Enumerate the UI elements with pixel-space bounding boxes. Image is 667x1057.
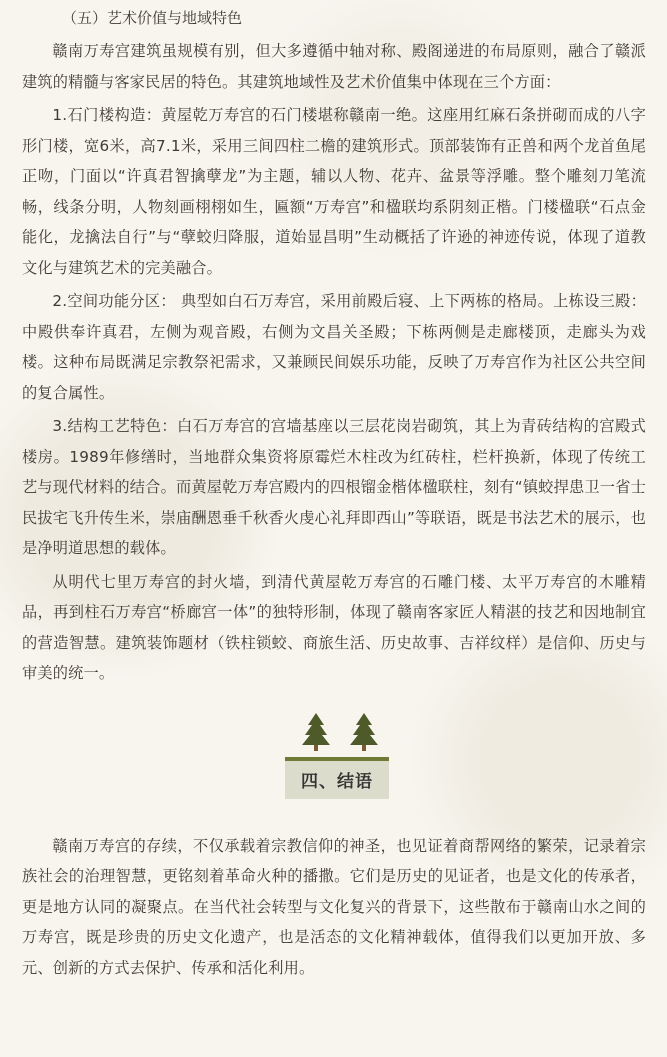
intro-paragraph: 赣南万寿宫建筑虽规模有别，但大多遵循中轴对称、殿阁递进的布局原则，融合了赣派建筑的精髓与客家民居的特色。其建筑地域性及艺术价值集中体现在三个方面： [22, 42, 646, 91]
section-divider [22, 699, 646, 819]
pine-trees-icon [298, 711, 398, 751]
point-1-paragraph: 1.石门楼构造：黄屋乾万寿宫的石门楼堪称赣南一绝。这座用红麻石条拼砌而成的八字形门楼，宽6米，高7.1米，采用三间四柱二檐的建筑形式。顶部装饰有正兽和两个龙首鱼尾正吻，门面以“许真君智擒孽龙”为主题，辅以人物、花卉、盆景等浮雕。整个雕刻刀笔流畅，线条分明，人物刻画栩栩如生，匾额“万寿宫”和楹联均系阴刻正楷。门楼楹联“石点金能化，龙擒法自行”与“孽蛟归降服，道始显昌明”生动概括了许逊的神迹传说，体现了道教文化与建筑艺术的完美融合。 [22, 106, 646, 277]
summary-paragraph: 从明代七里万寿宫的封火墙，到清代黄屋乾万寿宫的石雕门楼、太平万寿宫的木雕精品，再到柱石万寿宫“桥廊宫一体”的独特形制，体现了赣南客家匠人精湛的技艺和因地制宜的营造智慧。建筑装饰题材（铁柱锁蛟、商旅生活、历史故事、吉祥纹样）是信仰、历史与审美的统一。 [22, 572, 646, 682]
article-content [22, 4, 646, 983]
section-title-box [285, 757, 389, 799]
point-3-paragraph: 3.结构工艺特色：白石万寿宫的宫墙基座以三层花岗岩砌筑，其上为青砖结构的宫殿式楼房。1989年修缮时，当地群众集资将原霉烂木柱改为红砖柱，栏杆换新，体现了传统工艺与现代材料的结合。而黄屋乾万寿宫殿内的四根镏金楷体楹联柱，刻有“镇蛟捍患卫一省士民拔宅飞升传生米，崇庙酬恩垂千秋香火虔心礼拜即西山”等联语，既是书法艺术的展示，也是净明道思想的载体。 [22, 417, 646, 557]
section-title: 四、结语 [301, 772, 373, 792]
conclusion-paragraph: 赣南万寿宫的存续，不仅承载着宗教信仰的神圣，也见证着商帮网络的繁荣，记录着宗族社会的治理智慧，更铭刻着革命火种的播撒。它们是历史的见证者，也是文化的传承者，更是地方认同的凝聚点。在当代社会转型与文化复兴的背景下，这些散布于赣南山水之间的万寿宫，既是珍贵的历史文化遗产，也是活态的文化精神载体，值得我们以更加开放、多元、创新的方式去保护、传承和活化利用。 [22, 836, 646, 977]
section-heading: （五）艺术价值与地域特色 [62, 9, 243, 27]
point-2-paragraph: 2.空间功能分区： 典型如白石万寿宫，采用前殿后寝、上下两栋的格局。上栋设三殿：中殿供奉许真君，左侧为观音殿，右侧为文昌关圣殿；下栋两侧是走廊楼顶，走廊头为戏楼。这种布局既满足宗教祭祀需求，又兼顾民间娱乐功能，反映了万寿宫作为社区公共空间的复合属性。 [22, 292, 646, 402]
